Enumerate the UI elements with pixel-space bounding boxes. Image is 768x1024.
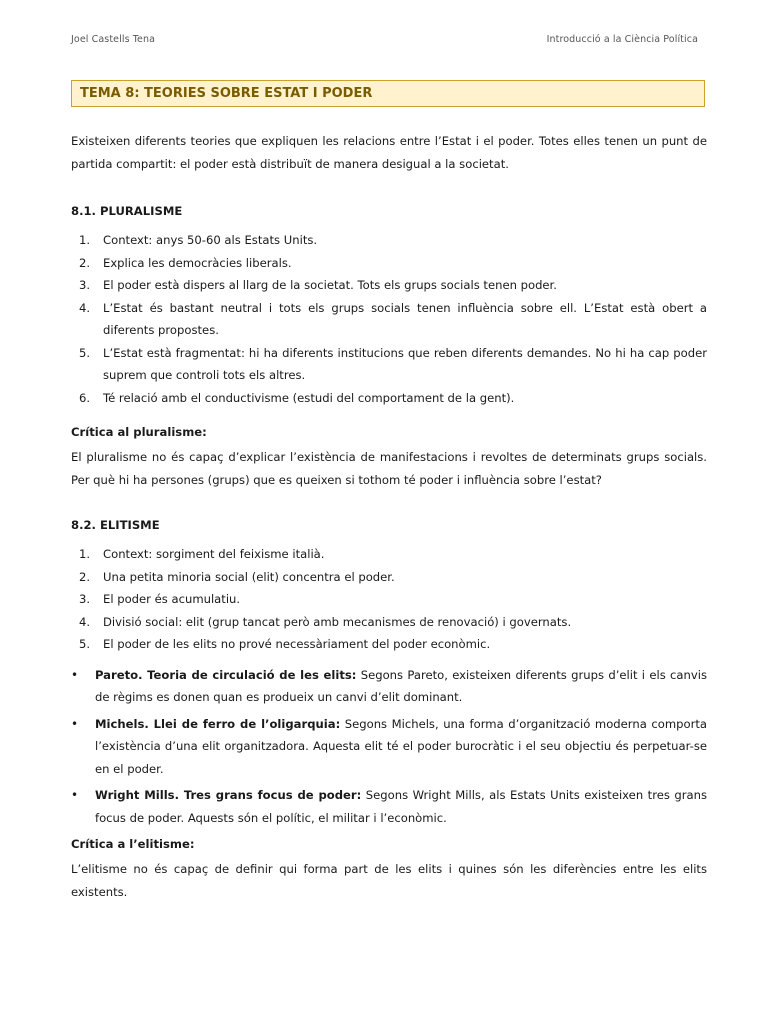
list-item: 5. El poder de les elits no prové necessàriament del poder econòmic. (79, 637, 491, 651)
list-item: 1. Context: anys 50-60 als Estats Units. (79, 233, 318, 247)
list-item: 5. L’Estat està fragmentat: hi ha diferents institucions que reben diferents demandes. No hi ha cap poder suprem que controli tots els altres. (79, 345, 707, 382)
chapter-title: TEMA 8: TEORIES SOBRE ESTAT I PODER (71, 80, 705, 107)
elitism-critique-text: L’elitisme no és capaç de definir qui forma part de les elits i quines són les diferències entre les elits existents. (71, 862, 707, 899)
section-heading-elitism: 8.2. ELITISME (71, 518, 160, 532)
author-item-michels: • Michels. Llei de ferro de l’oligarquia: Segons Michels, una forma d’organització moderna comporta l’existència d’una elit organitzadora. Aquesta elit té el poder burocràtic i el seu objectiu és perpetuar-se en el poder. (71, 713, 707, 781)
header-author: Joel Castells Tena (71, 34, 156, 45)
list-item: 2. Una petita minoria social (elit) concentra el poder. (79, 569, 395, 584)
header-course: Introducció a la Ciència Política (546, 34, 698, 45)
list-item: 4. Divisió social: elit (grup tancat però amb mecanismes de renovació) i governats. (79, 614, 572, 629)
pluralism-critique-text: El pluralisme no és capaç d’explicar l’existència de manifestacions i revoltes de determinats grups socials. Per què hi ha persones (grups) que es queixen si tothom té poder i influència sobre l’estat? (71, 450, 707, 487)
running-header (71, 34, 698, 45)
elitism-critique-heading: Crítica a l’elitisme: (71, 837, 195, 851)
main-content (71, 130, 707, 904)
author-item-wright-mills: • Wright Mills. Tres grans focus de poder: Segons Wright Mills, als Estats Units existeixen tres grans focus de poder. Aquests són el polític, el militar i l’econòmic. (71, 784, 707, 829)
list-item: 2. Explica les democràcies liberals. (79, 255, 292, 270)
section-heading-pluralism: 8.1. PLURALISME (71, 204, 183, 218)
list-item: 3. El poder està dispers al llarg de la societat. Tots els grups socials tenen poder. (79, 278, 557, 292)
list-item: 4. L’Estat és bastant neutral i tots els grups socials tenen influència sobre ell. L’Estat està obert a diferents propostes. (79, 300, 707, 337)
author-item-pareto: • Pareto. Teoria de circulació de les elits: Segons Pareto, existeixen diferents grups d’elit i els canvis de règims es donen quan es produeix un canvi d’elit dominant. (71, 664, 707, 709)
bullet-icon: • (71, 716, 79, 731)
bullet-icon: • (71, 788, 79, 802)
list-item: 3. El poder és acumulatiu. (79, 592, 241, 606)
list-item: 6. Té relació amb el conductivisme (estudi del comportament de la gent). (79, 390, 515, 405)
pluralism-critique-heading: Crítica al pluralisme: (71, 425, 207, 439)
list-item: 1. Context: sorgiment del feixisme italià. (79, 547, 325, 561)
pluralism-list (71, 229, 707, 409)
elitism-list (71, 543, 707, 656)
bullet-icon: • (71, 667, 79, 682)
elitism-authors-list (71, 664, 707, 830)
intro-paragraph: Existeixen diferents teories que expliquen les relacions entre l’Estat i el poder. Totes elles tenen un punt de partida compartit: el poder està distribuït de manera desigual a la societat. (71, 134, 707, 171)
